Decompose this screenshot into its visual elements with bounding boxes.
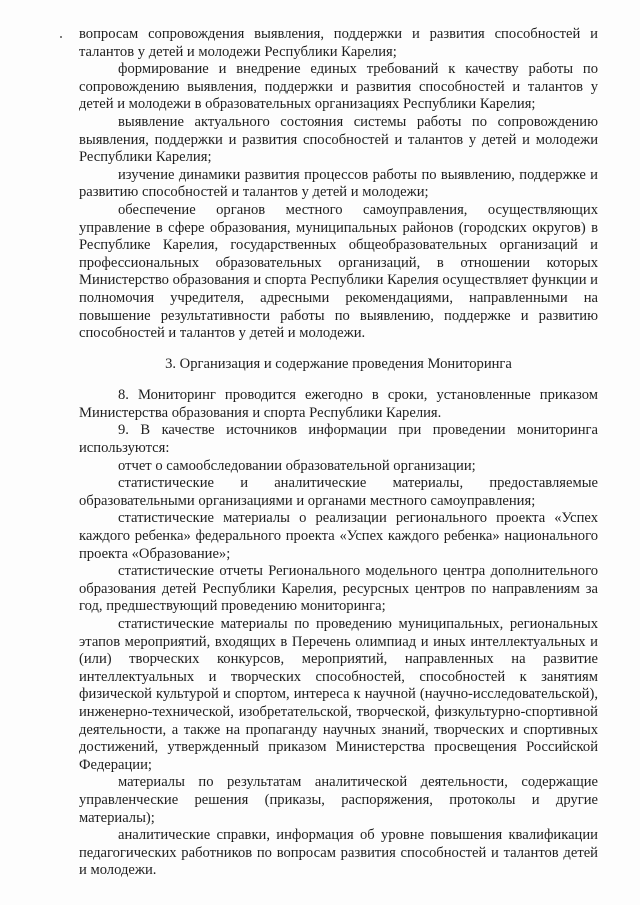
source-model-center-reports: статистические отчеты Регионального модельного центра дополнительного образования детей Республики Карелия, ресурсных центров по направлениям за год, предшествующий проведению мониторинга;	[79, 563, 598, 615]
paragraph-dynamics: изучение динамики развития процессов работы по выявлению, поддержке и развитию способностей и талантов у детей и молодежи;	[79, 166, 598, 201]
paragraph-recommendations: обеспечение органов местного самоуправления, осуществляющих управление в сфере образования, муниципальных районов (городских округов) в Республике Карелия, государственных общеобразовательных организаций и профессиональных образовательных организаций, в отношении которых Министерство образования и спорта Республики Карелия осуществляет функции и полномочия учредителя, адресными рекомендациями, направленными на повышение результативности работы по выявлению, поддержке и развитию способностей и талантов у детей и молодежи.	[79, 201, 598, 342]
source-self-assessment: отчет о самообследовании образовательной организации;	[118, 457, 476, 474]
source-olympiad-materials: статистические материалы по проведению муниципальных, региональных этапов мероприятий, входящих в Перечень олимпиад и иных интеллектуальных и (или) творческих конкурсов, мероприятий, направленных на развитие интеллектуальных и творческих способностей, способностей к занятиям физической культурой и спортом, интереса к научной (научно-исследовательской), инженерно-технической, изобретательской, творческой, физкультурно-спортивной деятельности, а также на пропаганду научных знаний, творческих и спортивных достижений, утвержденный приказом Министерства просвещения Российской Федерации;	[79, 616, 598, 773]
paragraph-item-9: 9. В качестве источников информации при проведении мониторинга используются:	[79, 422, 598, 457]
document-body	[79, 26, 598, 880]
scan-speck	[60, 36, 62, 38]
paragraph-continuation: вопросам сопровождения выявления, поддержки и развития способностей и талантов у детей и молодежи Республики Карелия;	[79, 26, 598, 60]
section-heading: 3. Организация и содержание проведения Мониторинга	[165, 355, 512, 372]
source-regional-project: статистические материалы о реализации регионального проекта «Успех каждого ребенка» федерального проекта «Успех каждого ребенка» национального проекта «Образование»;	[79, 510, 598, 562]
paragraph-item-8: 8. Мониторинг проводится ежегодно в сроки, установленные приказом Министерства образования и спорта Республики Карелия.	[79, 387, 598, 421]
paragraph-requirements: формирование и внедрение единых требований к качеству работы по сопровождению выявления, поддержки и развития способностей и талантов у детей и молодежи в образовательных организациях Республики Карелия;	[79, 61, 598, 113]
paragraph-current-state: выявление актуального состояния системы работы по сопровождению выявления, поддержки и развития способностей и талантов у детей и молодежи Республики Карелия;	[79, 113, 598, 166]
source-qualification-reports: аналитические справки, информация об уровне повышения квалификации педагогических работников по вопросам развития способностей и талантов детей и молодежи.	[79, 827, 598, 879]
source-statistical-materials: статистические и аналитические материалы, предоставляемые образовательными организациями и органами местного самоуправления;	[79, 475, 598, 509]
source-analytical-results: материалы по результатам аналитической деятельности, содержащие управленческие решения (приказы, распоряжения, протоколы и другие материалы);	[79, 774, 598, 826]
